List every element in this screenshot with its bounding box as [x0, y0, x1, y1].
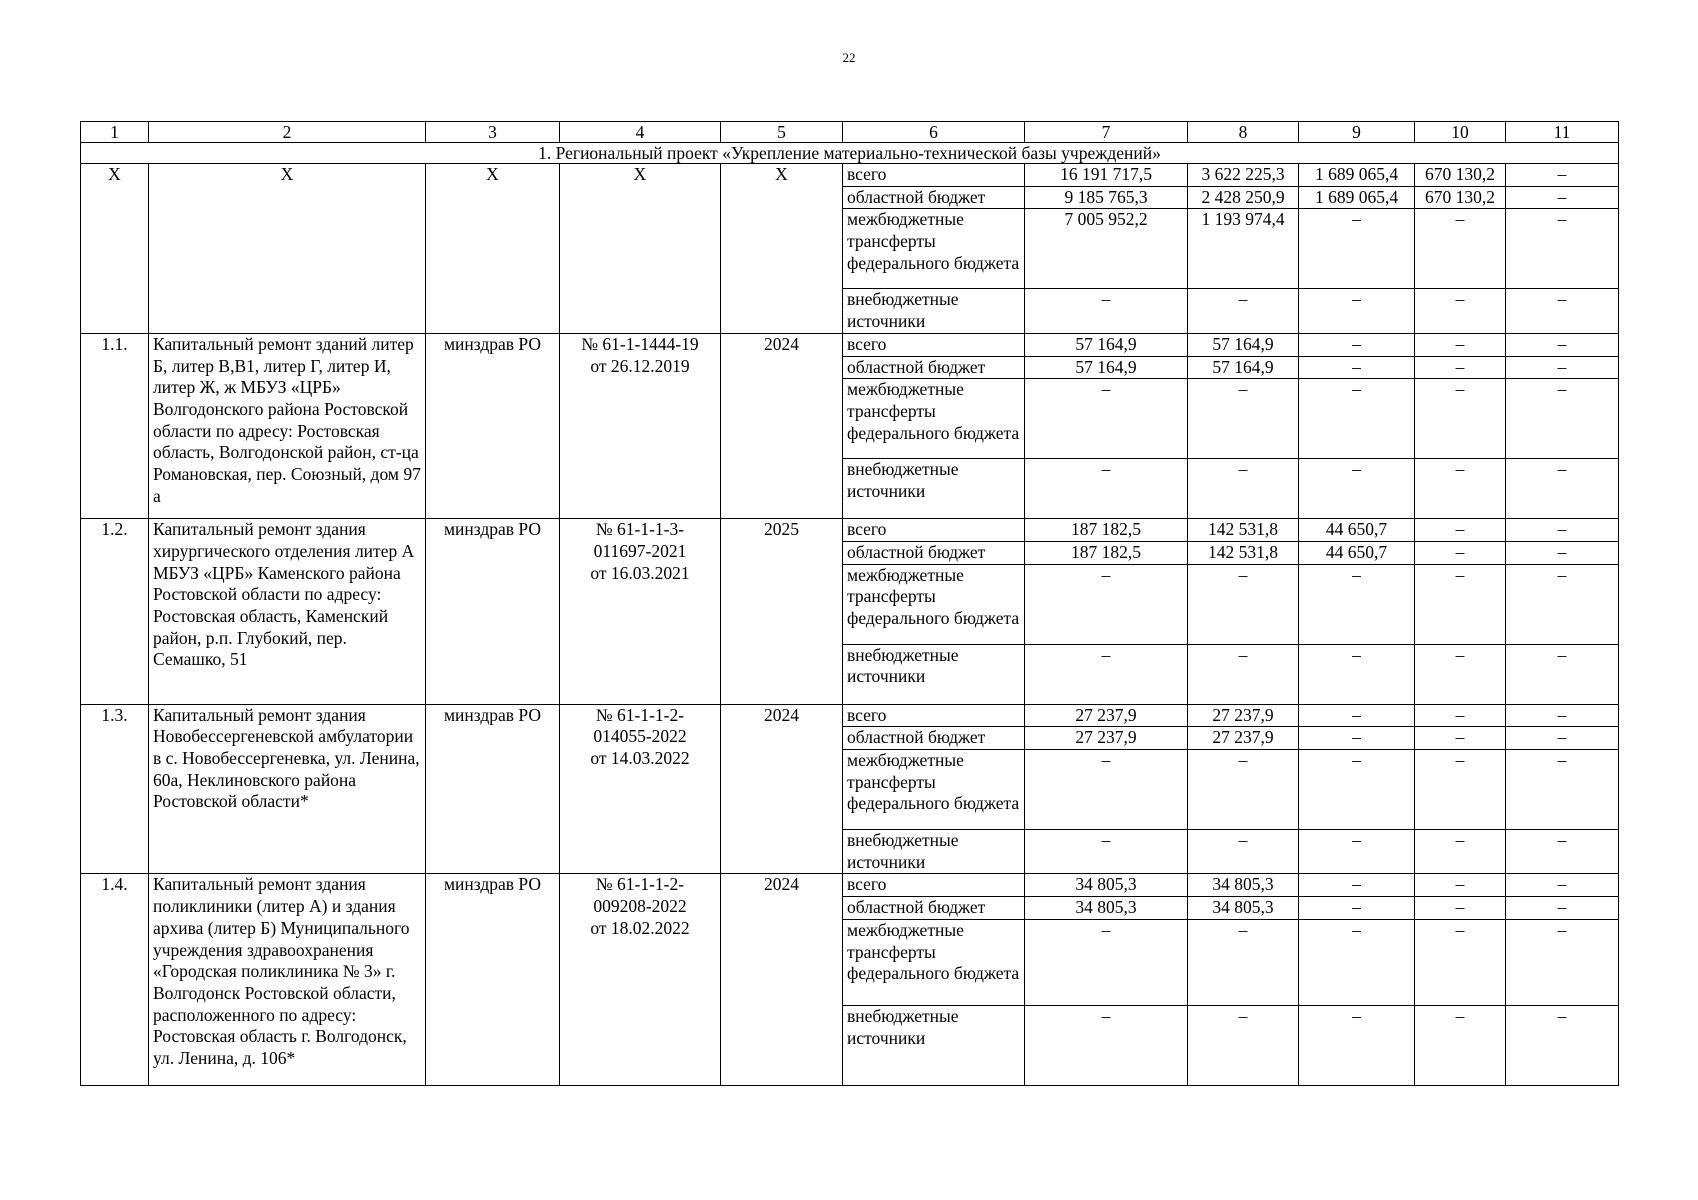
responsible-organization: минздрав РО	[426, 874, 560, 1085]
table-row	[81, 874, 1619, 897]
column-number: 1	[81, 122, 149, 143]
object-name: Капитальный ремонт здания Новобессергеневской амбулатории в с. Новобессергеневка, ул. Ленина, 60а, Неклиновского района Ростовской области*	[149, 704, 426, 874]
summary-mark: Х	[560, 164, 721, 334]
funding-value: –	[1025, 564, 1188, 644]
funding-value: 44 650,7	[1299, 541, 1415, 564]
funding-value: –	[1506, 333, 1619, 356]
funding-value: –	[1299, 333, 1415, 356]
funding-value: 27 237,9	[1025, 727, 1188, 750]
funding-source: межбюджетные трансферты федерального бюджета	[843, 750, 1025, 830]
funding-value: –	[1415, 704, 1506, 727]
funding-value: –	[1299, 750, 1415, 830]
funding-value: –	[1415, 209, 1506, 289]
funding-value: 34 805,3	[1025, 874, 1188, 897]
funding-value: 3 622 225,3	[1188, 164, 1299, 187]
funding-value: 44 650,7	[1299, 519, 1415, 542]
funding-value: 9 185 765,3	[1025, 186, 1188, 209]
funding-value: –	[1415, 564, 1506, 644]
funding-source: межбюджетные трансферты федерального бюджета	[843, 379, 1025, 459]
funding-value: –	[1415, 750, 1506, 830]
section-title-row	[81, 143, 1619, 164]
funding-value: –	[1188, 919, 1299, 1005]
funding-source: всего	[843, 704, 1025, 727]
funding-value: –	[1506, 919, 1619, 1005]
funding-value: –	[1025, 289, 1188, 333]
item-number: 1.1.	[81, 333, 149, 518]
column-number: 6	[843, 122, 1025, 143]
funding-value: 27 237,9	[1025, 704, 1188, 727]
funding-value: –	[1299, 919, 1415, 1005]
funding-source: областной бюджет	[843, 897, 1025, 920]
funding-value: 670 130,2	[1415, 186, 1506, 209]
funding-value: 670 130,2	[1415, 164, 1506, 187]
funding-value: –	[1188, 289, 1299, 333]
funding-value: 57 164,9	[1025, 356, 1188, 379]
funding-value: 142 531,8	[1188, 519, 1299, 542]
section-title: 1. Региональный проект «Укрепление материально-технической базы учреждений»	[81, 143, 1619, 164]
summary-mark: Х	[721, 164, 843, 334]
responsible-organization: минздрав РО	[426, 519, 560, 704]
funding-value: –	[1415, 289, 1506, 333]
table-row	[81, 333, 1619, 356]
funding-value: –	[1025, 830, 1188, 874]
funding-source: областной бюджет	[843, 727, 1025, 750]
funding-value: –	[1415, 541, 1506, 564]
item-number: 1.3.	[81, 704, 149, 874]
completion-year: 2025	[721, 519, 843, 704]
funding-value: –	[1188, 750, 1299, 830]
table-row	[81, 164, 1619, 187]
funding-value: –	[1506, 644, 1619, 704]
funding-value: –	[1025, 459, 1188, 519]
funding-value: –	[1299, 704, 1415, 727]
funding-value: –	[1299, 289, 1415, 333]
funding-value: –	[1299, 209, 1415, 289]
table-body	[81, 164, 1619, 1086]
funding-value: 57 164,9	[1188, 333, 1299, 356]
funding-value: –	[1506, 459, 1619, 519]
column-number: 10	[1415, 122, 1506, 143]
funding-value: –	[1506, 564, 1619, 644]
funding-value: 57 164,9	[1025, 333, 1188, 356]
funding-value: –	[1025, 644, 1188, 704]
column-number-row	[81, 122, 1619, 143]
financing-table	[80, 121, 1619, 1086]
expertise-document: № 61-1-1-3- 011697-2021 от 16.03.2021	[560, 519, 721, 704]
funding-source: всего	[843, 333, 1025, 356]
funding-value: 1 689 065,4	[1299, 186, 1415, 209]
funding-value: –	[1506, 750, 1619, 830]
expertise-document: № 61-1-1-2- 014055-2022 от 14.03.2022	[560, 704, 721, 874]
funding-value: –	[1506, 209, 1619, 289]
funding-value: 1 193 974,4	[1188, 209, 1299, 289]
funding-value: –	[1506, 897, 1619, 920]
funding-value: 34 805,3	[1188, 874, 1299, 897]
funding-value: –	[1415, 919, 1506, 1005]
funding-value: –	[1506, 519, 1619, 542]
responsible-organization: минздрав РО	[426, 333, 560, 518]
funding-value: –	[1188, 644, 1299, 704]
funding-value: –	[1506, 830, 1619, 874]
funding-value: 142 531,8	[1188, 541, 1299, 564]
funding-source: межбюджетные трансферты федерального бюджета	[843, 919, 1025, 1005]
funding-value: –	[1299, 1005, 1415, 1085]
completion-year: 2024	[721, 333, 843, 518]
column-number: 9	[1299, 122, 1415, 143]
funding-value: –	[1506, 1005, 1619, 1085]
item-number: 1.4.	[81, 874, 149, 1085]
funding-value: –	[1506, 164, 1619, 187]
funding-value: –	[1299, 874, 1415, 897]
funding-value: –	[1506, 727, 1619, 750]
funding-value: –	[1506, 704, 1619, 727]
funding-value: 7 005 952,2	[1025, 209, 1188, 289]
funding-value: –	[1299, 644, 1415, 704]
funding-value: –	[1299, 830, 1415, 874]
funding-value: –	[1506, 289, 1619, 333]
funding-value: –	[1299, 356, 1415, 379]
funding-value: –	[1415, 727, 1506, 750]
summary-mark: Х	[149, 164, 426, 334]
funding-value: –	[1415, 830, 1506, 874]
column-number: 2	[149, 122, 426, 143]
funding-value: –	[1506, 541, 1619, 564]
funding-value: –	[1299, 897, 1415, 920]
funding-value: –	[1506, 379, 1619, 459]
responsible-organization: минздрав РО	[426, 704, 560, 874]
funding-value: –	[1415, 874, 1506, 897]
funding-value: 187 182,5	[1025, 519, 1188, 542]
funding-value: –	[1506, 186, 1619, 209]
funding-value: –	[1299, 564, 1415, 644]
completion-year: 2024	[721, 874, 843, 1085]
funding-source: внебюджетные источники	[843, 830, 1025, 874]
summary-mark: Х	[81, 164, 149, 334]
expertise-document: № 61-1-1444-19 от 26.12.2019	[560, 333, 721, 518]
column-number: 3	[426, 122, 560, 143]
funding-source: областной бюджет	[843, 356, 1025, 379]
funding-value: 34 805,3	[1188, 897, 1299, 920]
funding-source: внебюджетные источники	[843, 289, 1025, 333]
column-number: 7	[1025, 122, 1188, 143]
funding-value: –	[1415, 519, 1506, 542]
funding-source: внебюджетные источники	[843, 644, 1025, 704]
funding-value: 16 191 717,5	[1025, 164, 1188, 187]
funding-value: –	[1299, 727, 1415, 750]
funding-value: –	[1299, 379, 1415, 459]
funding-value: 1 689 065,4	[1299, 164, 1415, 187]
funding-source: внебюджетные источники	[843, 1005, 1025, 1085]
funding-value: –	[1415, 644, 1506, 704]
funding-value: 34 805,3	[1025, 897, 1188, 920]
funding-source: областной бюджет	[843, 541, 1025, 564]
funding-value: –	[1188, 830, 1299, 874]
funding-value: –	[1025, 1005, 1188, 1085]
column-number: 5	[721, 122, 843, 143]
funding-value: 27 237,9	[1188, 704, 1299, 727]
object-name: Капитальный ремонт зданий литер Б, литер В,В1, литер Г, литер И, литер Ж, ж МБУЗ «ЦРБ» Волгодонского района Ростовской области по адресу: Ростовская область, Волгодонской район, ст-ца Романовская, пер. Союзный, дом 97 а	[149, 333, 426, 518]
funding-value: –	[1188, 379, 1299, 459]
funding-value: –	[1025, 750, 1188, 830]
funding-value: 57 164,9	[1188, 356, 1299, 379]
funding-value: 187 182,5	[1025, 541, 1188, 564]
funding-source: всего	[843, 874, 1025, 897]
funding-value: 27 237,9	[1188, 727, 1299, 750]
funding-value: –	[1415, 897, 1506, 920]
funding-value: –	[1299, 459, 1415, 519]
funding-source: внебюджетные источники	[843, 459, 1025, 519]
funding-source: всего	[843, 164, 1025, 187]
funding-value: –	[1506, 356, 1619, 379]
funding-source: областной бюджет	[843, 186, 1025, 209]
funding-value: –	[1415, 333, 1506, 356]
object-name: Капитальный ремонт здания хирургического отделения литер А МБУЗ «ЦРБ» Каменского района Ростовской области по адресу: Ростовская область, Каменский район, р.п. Глубокий, пер. Семашко, 51	[149, 519, 426, 704]
column-number: 8	[1188, 122, 1299, 143]
funding-value: –	[1025, 919, 1188, 1005]
funding-source: межбюджетные трансферты федерального бюджета	[843, 209, 1025, 289]
summary-mark: Х	[426, 164, 560, 334]
table-row	[81, 519, 1619, 542]
funding-value: –	[1188, 564, 1299, 644]
funding-value: –	[1415, 1005, 1506, 1085]
table-row	[81, 704, 1619, 727]
completion-year: 2024	[721, 704, 843, 874]
funding-value: –	[1188, 459, 1299, 519]
item-number: 1.2.	[81, 519, 149, 704]
funding-value: 2 428 250,9	[1188, 186, 1299, 209]
funding-value: –	[1415, 459, 1506, 519]
funding-value: –	[1415, 379, 1506, 459]
funding-source: межбюджетные трансферты федерального бюджета	[843, 564, 1025, 644]
funding-value: –	[1025, 379, 1188, 459]
column-number: 4	[560, 122, 721, 143]
object-name: Капитальный ремонт здания поликлиники (литер А) и здания архива (литер Б) Муниципального учреждения здравоохранения «Городская поликлиника № 3» г. Волгодонск Ростовской области, расположенного по адресу: Ростовская область г. Волгодонск, ул. Ленина, д. 106*	[149, 874, 426, 1085]
funding-value: –	[1188, 1005, 1299, 1085]
funding-value: –	[1506, 874, 1619, 897]
page-number: 22	[842, 50, 856, 65]
expertise-document: № 61-1-1-2- 009208-2022 от 18.02.2022	[560, 874, 721, 1085]
funding-source: всего	[843, 519, 1025, 542]
funding-value: –	[1415, 356, 1506, 379]
column-number: 11	[1506, 122, 1619, 143]
